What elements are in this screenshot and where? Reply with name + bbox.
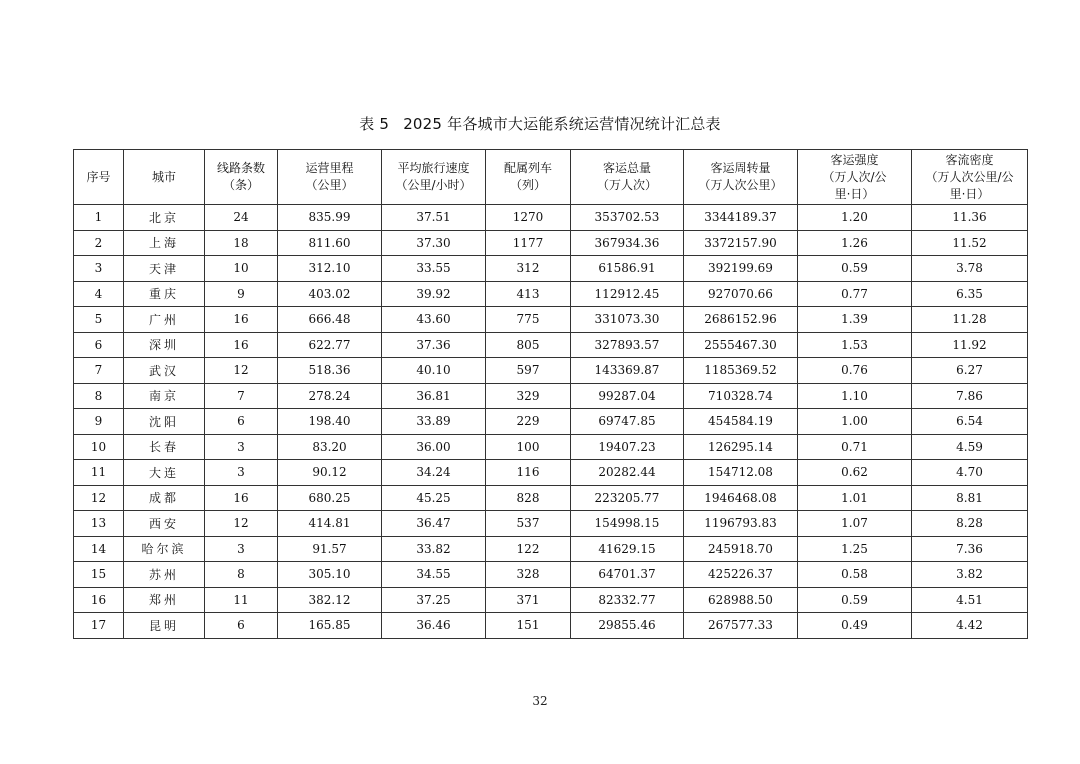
cell-passenger-intensity: 1.39 xyxy=(798,307,912,333)
cell-mileage: 91.57 xyxy=(278,536,382,562)
cell-index: 16 xyxy=(74,587,124,613)
cell-passenger-density: 6.35 xyxy=(912,281,1028,307)
cell-city: 南京 xyxy=(124,383,205,409)
table-row xyxy=(74,409,1028,435)
cell-city: 苏州 xyxy=(124,562,205,588)
cell-avg-speed: 34.55 xyxy=(382,562,486,588)
cell-index: 6 xyxy=(74,332,124,358)
cell-trains: 116 xyxy=(486,460,571,486)
cell-city: 重庆 xyxy=(124,281,205,307)
cell-avg-speed: 45.25 xyxy=(382,485,486,511)
cell-mileage: 414.81 xyxy=(278,511,382,537)
cell-index: 3 xyxy=(74,256,124,282)
table-row xyxy=(74,434,1028,460)
cell-passenger-intensity: 0.58 xyxy=(798,562,912,588)
cell-city: 昆明 xyxy=(124,613,205,639)
column-header-avg-speed xyxy=(382,150,486,205)
cell-index: 7 xyxy=(74,358,124,384)
column-header-text: 客流密度 xyxy=(945,152,994,167)
cell-passenger-intensity: 0.59 xyxy=(798,256,912,282)
cell-passenger-volume: 353702.53 xyxy=(571,205,684,231)
cell-passenger-volume: 82332.77 xyxy=(571,587,684,613)
cell-avg-speed: 40.10 xyxy=(382,358,486,384)
cell-line-count: 7 xyxy=(205,383,278,409)
cell-city: 长春 xyxy=(124,434,205,460)
cell-passenger-turnover: 710328.74 xyxy=(684,383,798,409)
cell-mileage: 680.25 xyxy=(278,485,382,511)
cell-trains: 537 xyxy=(486,511,571,537)
stats-table xyxy=(73,149,1028,639)
column-header-passenger-volume xyxy=(571,150,684,205)
cell-passenger-turnover: 245918.70 xyxy=(684,536,798,562)
cell-passenger-intensity: 1.20 xyxy=(798,205,912,231)
cell-index: 11 xyxy=(74,460,124,486)
cell-passenger-volume: 29855.46 xyxy=(571,613,684,639)
table-row xyxy=(74,281,1028,307)
cell-avg-speed: 39.92 xyxy=(382,281,486,307)
column-header-passenger-density xyxy=(912,150,1028,205)
table-row xyxy=(74,460,1028,486)
column-header-text: 运营里程 xyxy=(305,161,354,175)
cell-passenger-intensity: 1.01 xyxy=(798,485,912,511)
cell-passenger-density: 7.86 xyxy=(912,383,1028,409)
cell-avg-speed: 36.81 xyxy=(382,383,486,409)
cell-passenger-volume: 41629.15 xyxy=(571,536,684,562)
cell-line-count: 3 xyxy=(205,434,278,460)
column-header-text: 序号 xyxy=(86,169,111,184)
cell-passenger-density: 11.92 xyxy=(912,332,1028,358)
table-row xyxy=(74,205,1028,231)
cell-passenger-density: 6.27 xyxy=(912,358,1028,384)
cell-passenger-volume: 19407.23 xyxy=(571,434,684,460)
cell-line-count: 9 xyxy=(205,281,278,307)
cell-passenger-intensity: 1.07 xyxy=(798,511,912,537)
column-header-text: （万人次公里/公 xyxy=(925,169,1014,184)
cell-mileage: 312.10 xyxy=(278,256,382,282)
cell-passenger-turnover: 1196793.83 xyxy=(684,511,798,537)
table-row xyxy=(74,485,1028,511)
cell-passenger-volume: 327893.57 xyxy=(571,332,684,358)
cell-passenger-density: 4.42 xyxy=(912,613,1028,639)
cell-passenger-intensity: 0.59 xyxy=(798,587,912,613)
cell-mileage: 622.77 xyxy=(278,332,382,358)
cell-passenger-intensity: 0.62 xyxy=(798,460,912,486)
cell-passenger-density: 8.28 xyxy=(912,511,1028,537)
cell-city: 郑州 xyxy=(124,587,205,613)
cell-passenger-turnover: 154712.08 xyxy=(684,460,798,486)
cell-passenger-density: 4.59 xyxy=(912,434,1028,460)
cell-trains: 100 xyxy=(486,434,571,460)
table-row xyxy=(74,587,1028,613)
cell-passenger-turnover: 3344189.37 xyxy=(684,205,798,231)
cell-passenger-volume: 99287.04 xyxy=(571,383,684,409)
cell-line-count: 16 xyxy=(205,307,278,333)
cell-mileage: 198.40 xyxy=(278,409,382,435)
cell-index: 12 xyxy=(74,485,124,511)
column-header-text: （万人次） xyxy=(596,178,657,192)
cell-line-count: 18 xyxy=(205,230,278,256)
cell-line-count: 10 xyxy=(205,256,278,282)
cell-passenger-turnover: 2555467.30 xyxy=(684,332,798,358)
table-number: 表 5 xyxy=(359,115,390,133)
cell-trains: 1177 xyxy=(486,230,571,256)
cell-passenger-turnover: 927070.66 xyxy=(684,281,798,307)
column-header-mileage xyxy=(278,150,382,205)
cell-line-count: 6 xyxy=(205,409,278,435)
cell-mileage: 83.20 xyxy=(278,434,382,460)
cell-passenger-density: 7.36 xyxy=(912,536,1028,562)
cell-passenger-density: 3.82 xyxy=(912,562,1028,588)
cell-passenger-density: 11.52 xyxy=(912,230,1028,256)
cell-passenger-density: 3.78 xyxy=(912,256,1028,282)
cell-passenger-turnover: 2686152.96 xyxy=(684,307,798,333)
table-row xyxy=(74,562,1028,588)
cell-passenger-volume: 20282.44 xyxy=(571,460,684,486)
column-header-text: 客运周转量 xyxy=(710,161,771,175)
cell-trains: 805 xyxy=(486,332,571,358)
column-header-text: （万人次公里） xyxy=(698,178,783,192)
cell-passenger-turnover: 628988.50 xyxy=(684,587,798,613)
cell-avg-speed: 33.55 xyxy=(382,256,486,282)
cell-mileage: 278.24 xyxy=(278,383,382,409)
cell-city: 哈尔滨 xyxy=(124,536,205,562)
cell-index: 5 xyxy=(74,307,124,333)
cell-index: 13 xyxy=(74,511,124,537)
cell-avg-speed: 37.36 xyxy=(382,332,486,358)
cell-mileage: 403.02 xyxy=(278,281,382,307)
cell-city: 广州 xyxy=(124,307,205,333)
cell-index: 4 xyxy=(74,281,124,307)
cell-avg-speed: 37.25 xyxy=(382,587,486,613)
cell-passenger-intensity: 1.26 xyxy=(798,230,912,256)
column-header-text: （公里） xyxy=(305,178,354,192)
cell-city: 天津 xyxy=(124,256,205,282)
cell-line-count: 11 xyxy=(205,587,278,613)
table-row xyxy=(74,536,1028,562)
cell-mileage: 305.10 xyxy=(278,562,382,588)
cell-trains: 828 xyxy=(486,485,571,511)
cell-city: 西安 xyxy=(124,511,205,537)
cell-avg-speed: 36.00 xyxy=(382,434,486,460)
cell-mileage: 382.12 xyxy=(278,587,382,613)
cell-passenger-volume: 154998.15 xyxy=(571,511,684,537)
cell-trains: 329 xyxy=(486,383,571,409)
cell-passenger-volume: 61586.91 xyxy=(571,256,684,282)
column-header-line-count xyxy=(205,150,278,205)
cell-index: 14 xyxy=(74,536,124,562)
cell-passenger-density: 11.28 xyxy=(912,307,1028,333)
cell-index: 10 xyxy=(74,434,124,460)
cell-city: 成都 xyxy=(124,485,205,511)
cell-passenger-intensity: 0.71 xyxy=(798,434,912,460)
cell-city: 深圳 xyxy=(124,332,205,358)
cell-passenger-volume: 223205.77 xyxy=(571,485,684,511)
cell-avg-speed: 33.89 xyxy=(382,409,486,435)
cell-line-count: 3 xyxy=(205,460,278,486)
cell-passenger-density: 4.51 xyxy=(912,587,1028,613)
cell-passenger-turnover: 392199.69 xyxy=(684,256,798,282)
header-row xyxy=(74,150,1028,205)
column-header-text: 线路条数 xyxy=(216,161,265,175)
column-header-text: 客运总量 xyxy=(602,161,651,175)
cell-line-count: 6 xyxy=(205,613,278,639)
column-header-text: 平均旅行速度 xyxy=(397,161,470,175)
cell-trains: 597 xyxy=(486,358,571,384)
cell-passenger-turnover: 425226.37 xyxy=(684,562,798,588)
cell-passenger-turnover: 267577.33 xyxy=(684,613,798,639)
cell-passenger-volume: 143369.87 xyxy=(571,358,684,384)
cell-line-count: 16 xyxy=(205,332,278,358)
cell-mileage: 835.99 xyxy=(278,205,382,231)
cell-city: 大连 xyxy=(124,460,205,486)
cell-passenger-density: 11.36 xyxy=(912,205,1028,231)
column-header-text: （万人次/公 xyxy=(822,169,887,184)
cell-avg-speed: 37.51 xyxy=(382,205,486,231)
cell-mileage: 666.48 xyxy=(278,307,382,333)
column-header-text: 里·日） xyxy=(834,186,875,201)
table-title xyxy=(0,113,1080,134)
table-row xyxy=(74,307,1028,333)
cell-avg-speed: 43.60 xyxy=(382,307,486,333)
cell-city: 北京 xyxy=(124,205,205,231)
cell-passenger-intensity: 1.25 xyxy=(798,536,912,562)
column-header-index xyxy=(74,150,124,205)
cell-trains: 1270 xyxy=(486,205,571,231)
table-row xyxy=(74,332,1028,358)
cell-passenger-volume: 331073.30 xyxy=(571,307,684,333)
cell-passenger-volume: 69747.85 xyxy=(571,409,684,435)
column-header-city xyxy=(124,150,205,205)
cell-passenger-volume: 367934.36 xyxy=(571,230,684,256)
cell-trains: 413 xyxy=(486,281,571,307)
cell-passenger-volume: 112912.45 xyxy=(571,281,684,307)
cell-line-count: 12 xyxy=(205,511,278,537)
cell-passenger-intensity: 1.00 xyxy=(798,409,912,435)
cell-trains: 328 xyxy=(486,562,571,588)
cell-passenger-density: 6.54 xyxy=(912,409,1028,435)
cell-index: 15 xyxy=(74,562,124,588)
cell-avg-speed: 36.46 xyxy=(382,613,486,639)
cell-passenger-intensity: 1.10 xyxy=(798,383,912,409)
column-header-text: 城市 xyxy=(151,169,176,184)
cell-passenger-turnover: 1946468.08 xyxy=(684,485,798,511)
cell-passenger-turnover: 126295.14 xyxy=(684,434,798,460)
cell-trains: 151 xyxy=(486,613,571,639)
table-title-text: 2025 年各城市大运能系统运营情况统计汇总表 xyxy=(403,115,721,133)
column-header-text: 配属列车 xyxy=(503,161,552,175)
cell-index: 17 xyxy=(74,613,124,639)
cell-trains: 312 xyxy=(486,256,571,282)
table-body xyxy=(74,205,1028,639)
table-row xyxy=(74,230,1028,256)
cell-passenger-turnover: 3372157.90 xyxy=(684,230,798,256)
cell-index: 9 xyxy=(74,409,124,435)
cell-city: 武汉 xyxy=(124,358,205,384)
cell-index: 8 xyxy=(74,383,124,409)
table-row xyxy=(74,256,1028,282)
cell-index: 1 xyxy=(74,205,124,231)
column-header-text: （列） xyxy=(509,178,546,192)
cell-passenger-density: 4.70 xyxy=(912,460,1028,486)
cell-passenger-turnover: 1185369.52 xyxy=(684,358,798,384)
cell-avg-speed: 37.30 xyxy=(382,230,486,256)
column-header-text: 客运强度 xyxy=(830,152,879,167)
cell-mileage: 518.36 xyxy=(278,358,382,384)
cell-trains: 122 xyxy=(486,536,571,562)
column-header-trains xyxy=(486,150,571,205)
cell-index: 2 xyxy=(74,230,124,256)
cell-city: 上海 xyxy=(124,230,205,256)
cell-passenger-intensity: 0.77 xyxy=(798,281,912,307)
cell-mileage: 90.12 xyxy=(278,460,382,486)
cell-trains: 775 xyxy=(486,307,571,333)
cell-avg-speed: 36.47 xyxy=(382,511,486,537)
cell-mileage: 165.85 xyxy=(278,613,382,639)
table-row xyxy=(74,358,1028,384)
cell-passenger-density: 8.81 xyxy=(912,485,1028,511)
column-header-text: 里·日） xyxy=(949,186,990,201)
table-row xyxy=(74,383,1028,409)
cell-line-count: 8 xyxy=(205,562,278,588)
cell-line-count: 3 xyxy=(205,536,278,562)
cell-line-count: 16 xyxy=(205,485,278,511)
cell-passenger-intensity: 0.49 xyxy=(798,613,912,639)
cell-passenger-volume: 64701.37 xyxy=(571,562,684,588)
cell-passenger-turnover: 454584.19 xyxy=(684,409,798,435)
cell-line-count: 12 xyxy=(205,358,278,384)
table-row xyxy=(74,613,1028,639)
cell-line-count: 24 xyxy=(205,205,278,231)
cell-trains: 229 xyxy=(486,409,571,435)
cell-passenger-intensity: 1.53 xyxy=(798,332,912,358)
column-header-text: （公里/小时） xyxy=(395,178,472,192)
table-row xyxy=(74,511,1028,537)
column-header-passenger-turnover xyxy=(684,150,798,205)
column-header-text: （条） xyxy=(222,178,259,192)
cell-trains: 371 xyxy=(486,587,571,613)
cell-passenger-intensity: 0.76 xyxy=(798,358,912,384)
cell-mileage: 811.60 xyxy=(278,230,382,256)
cell-city: 沈阳 xyxy=(124,409,205,435)
page-number: 32 xyxy=(532,694,548,708)
cell-avg-speed: 33.82 xyxy=(382,536,486,562)
cell-avg-speed: 34.24 xyxy=(382,460,486,486)
column-header-passenger-intensity xyxy=(798,150,912,205)
